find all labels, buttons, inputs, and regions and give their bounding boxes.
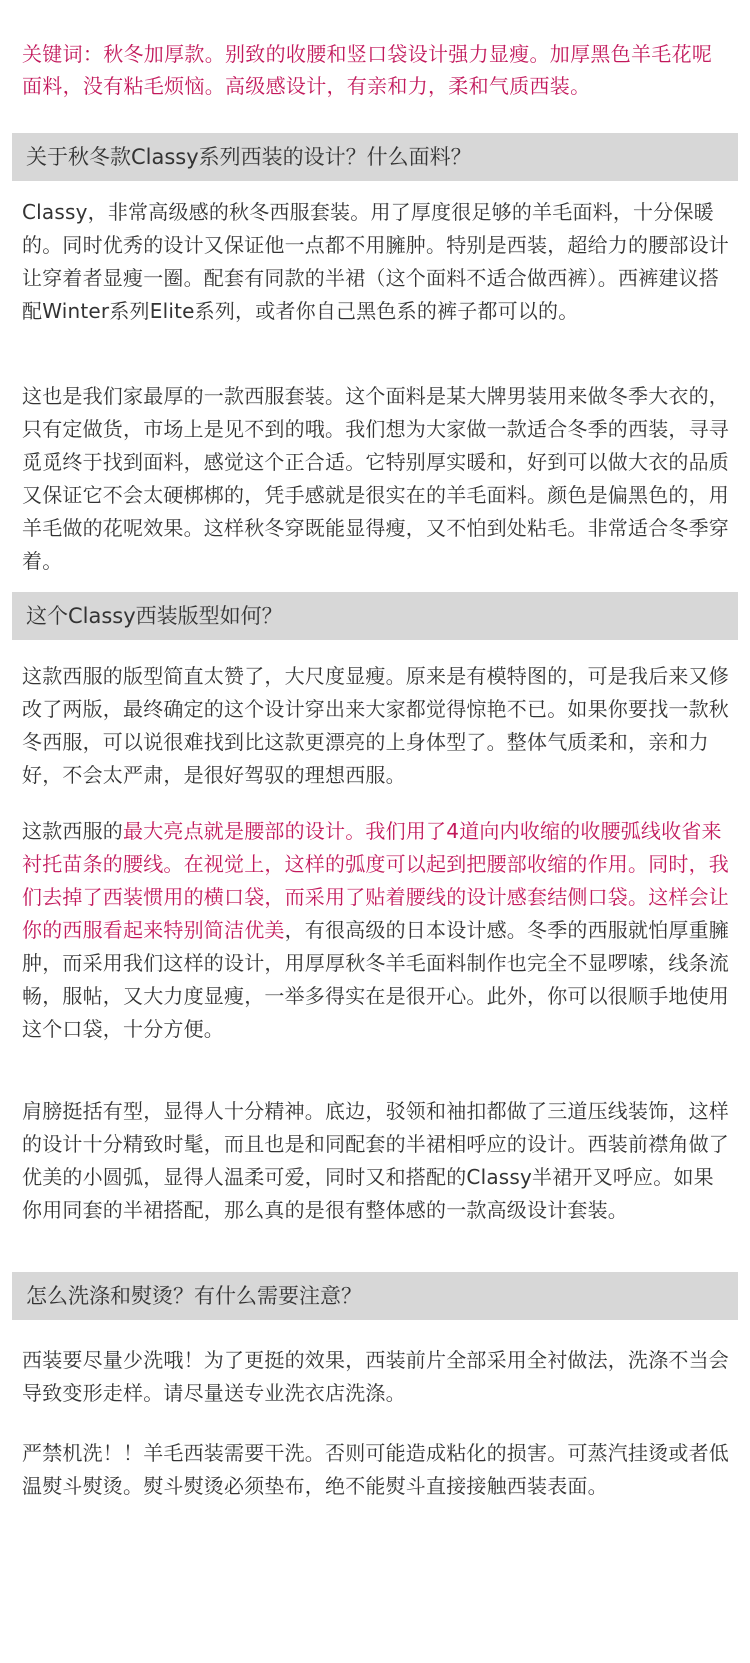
section-title: 怎么洗涤和熨烫？有什么需要注意？ bbox=[26, 1284, 362, 1308]
paragraph: 这也是我们家最厚的一款西服套装。这个面料是某大牌男装用来做冬季大衣的，只有定做货，市场上是见不到的哦。我们想为大家做一款适合冬季的西装，寻寻觅觅终于找到面料，感觉这个正合适。它特别厚实暖和，好到可以做大衣的品质又保证它不会太硬梆梆的，凭手感就是很实在的羊毛面料。颜色是偏黑色的，用羊毛做的花呢效果。这样秋冬穿既能显得瘦，又不怕到处粘毛。非常适合冬季穿着。 bbox=[22, 384, 729, 573]
highlight-text: 最大亮点就是腰部的设计。我们用了4道向内收缩的收腰弧线收省来衬托苗条的腰线。在视觉上，这样的弧度可以起到把腰部收缩的作用。同时，我们去掉了西装惯用的横口袋，而采用了贴着腰线的设计感套结侧口袋。这样会让你的西服看起来特别简洁优美 bbox=[22, 819, 729, 942]
section-title: 关于秋冬款Classy系列西装的设计？什么面料？ bbox=[26, 145, 472, 169]
paragraph: 西装要尽量少洗哦！为了更挺的效果，西装前片全部采用全衬做法，洗涤不当会导致变形走样。请尽量送专业洗衣店洗涤。 bbox=[22, 1348, 729, 1405]
section-header-fabric bbox=[12, 133, 738, 181]
paragraph-rest: ，有很高级的日本设计感。冬季的西服就怕厚重臃肿，而采用我们这样的设计，用厚厚秋冬羊毛面料制作也完全不显啰嗦，线条流畅，服帖，又大力度显瘦，一举多得实在是很开心。此外，你可以很顺手地使用这个口袋，十分方便。 bbox=[22, 918, 730, 1041]
paragraph-highlighted bbox=[22, 815, 732, 1046]
paragraph: 这款西服的版型简直太赞了，大尺度显瘦。原来是有模特图的，可是我后来又修改了两版，最终确定的这个设计穿出来大家都觉得惊艳不已。如果你要找一款秋冬西服，可以说很难找到比这款更漂亮的上身体型了。整体气质柔和，亲和力好，不会太严肃，是很好驾驭的理想西服。 bbox=[22, 664, 729, 787]
paragraph: 严禁机洗！！羊毛西装需要干洗。否则可能造成粘化的损害。可蒸汽挂烫或者低温熨斗熨烫。熨斗熨烫必须垫布，绝不能熨斗直接接触西装表面。 bbox=[22, 1441, 729, 1498]
section-title: 这个Classy西装版型如何？ bbox=[26, 604, 283, 628]
section-header-care bbox=[12, 1272, 738, 1320]
section-header-fit bbox=[12, 592, 738, 640]
paragraph: 肩膀挺括有型，显得人十分精神。底边，驳领和袖扣都做了三道压线装饰，这样的设计十分精致时髦，而且也是和同配套的半裙相呼应的设计。西装前襟角做了优美的小圆弧，显得人温柔可爱，同时又和搭配的Classy半裙开叉呼应。如果你用同套的半裙搭配，那么真的是很有整体感的一款高级设计套装。 bbox=[22, 1099, 729, 1222]
keywords-text: 关键词：秋冬加厚款。别致的收腰和竖口袋设计强力显瘦。加厚黑色羊毛花呢面料，没有粘毛烦恼。高级感设计，有亲和力，柔和气质西装。 bbox=[22, 42, 713, 98]
paragraph: Classy，非常高级感的秋冬西服套装。用了厚度很足够的羊毛面料，十分保暖的。同时优秀的设计又保证他一点都不用臃肿。特别是西装，超给力的腰部设计让穿着者显瘦一圈。配套有同款的半裙（这个面料不适合做西裤）。西裤建议搭配Winter系列Elite系列，或者你自己黑色系的裤子都可以的。 bbox=[22, 200, 729, 323]
paragraph-lead: 这款西服的 bbox=[22, 819, 123, 843]
